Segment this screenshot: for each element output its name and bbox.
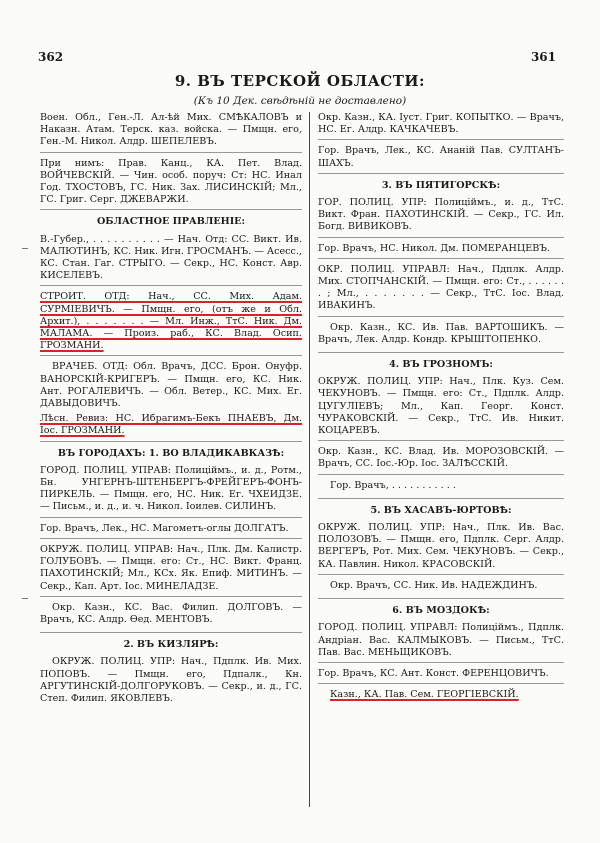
paragraph-underlined: Лѣсн. Ревиз: НС. Ибрагимъ-Бекъ ПНАЕВЪ, Дм. Іос. ГРОЗМАНИ. [40, 413, 302, 441]
subsection-heading: ОБЛАСТНОЕ ПРАВЛЕНІЕ: [96, 216, 246, 228]
paragraph: Окр. Казн., КС. Вас. Филип. ДОЛГОВЪ. — Врачъ, КС. Алдр. Ѳед. МЕНТОВЪ. [40, 601, 302, 625]
subsection-heading: ВЪ ГОРОДАХЪ: 1. ВО ВЛАДИКАВКАЗѢ: [57, 447, 285, 459]
paragraph: ОКР. ПОЛИЦ. УПРАВЛ: Нач., Пдплк. Алдр. Мих. СТОПЧАНСКІЙ. — Пмщн. его: Ст., . . . . . . . ; Мл., . . . . . . . — Секр., ТтС. Іос. Влад. ИВАКИНЪ. [318, 264, 564, 317]
section-title: 9. ВЪ ТЕРСКОЙ ОБЛАСТИ: [174, 72, 426, 90]
paragraph: ОКРУЖ. ПОЛИЦ. УПР: Нач., Пдплк. Ив. Мих. ПОПОВЪ. — Пмщн. его, Пдпалк., Кн. АРГУТИНСКІЙ-ДОЛГОРУКОВЪ. — Секр., и. д., ГС. Степ. Филип. ЯКОВЛЕВЪ. [40, 656, 302, 704]
subsection-heading: 3. ВЪ ПЯТИГОРСКѢ: [381, 179, 501, 191]
paragraph-underlined: СТРОИТ. ОТД: Нач., СС. Мих. Адам. СУРМІЕВИЧЪ. — Пмщн. его, (отъ же и Обл. Архит.), . . . . . . . — Мл. Инж., ТтС. Ник. Дм. МАЛАМА. — Произ. раб., КС. Влад. Осип. ГРОЗМАНИ. [40, 291, 302, 356]
paragraph: Окр. Врачъ, СС. Ник. Ив. НАДЕЖДИНЪ. [330, 579, 538, 591]
column-divider [309, 112, 310, 807]
page-number-left: 362 [38, 50, 64, 64]
margin-mark [22, 598, 28, 599]
paragraph: В.-Губер., . . . . . . . . . . — Нач. Отд: СС. Викт. Ив. МАЛЮТИНЪ, КС. Ник. Игн. ГРОСМАНЪ. — Асесс., КС. Стан. Гаг. СТРЫГО. — Секр., НС. Конст. Авр. КИСЕЛЕВЪ. [40, 234, 302, 287]
paragraph: Окр. Казн., КС. Влад. Ив. МОРОЗОВСКІЙ. — Врачъ, СС. Іос.-Юр. Іос. ЗАЛѢССКІЙ. [318, 446, 564, 474]
page-number-right: 361 [530, 50, 556, 64]
paragraph-underlined: Казн., КА. Пав. Сем. ГЕОРГІЕВСКІЙ. [330, 689, 519, 701]
paragraph: Гор. Врачъ, КС. Ант. Конст. ФЕРЕНЦОВИЧЪ. [318, 668, 564, 684]
subsection-heading: 6. ВЪ МОЗДОКѢ: [318, 598, 564, 617]
paragraph: Гор. Врачъ, . . . . . . . . . . . [330, 479, 456, 491]
paragraph: Окр. Казн., КА. Іуст. Григ. КОПЫТКО. — Врачъ, НС. Ег. Алдр. КАЧКАЧЕВЪ. [318, 112, 564, 140]
paragraph: Гор. Врачъ, Лек., НС. Магометъ-оглы ДОЛГАТЪ. [40, 523, 302, 539]
left-column [40, 112, 302, 708]
margin-mark [22, 248, 28, 249]
paragraph: ВРАЧЕБ. ОТД: Обл. Врачъ, ДСС. Брон. Онуфр. ВАНОРСКІЙ-КРИГЕРЪ. — Пмщн. его, КС. Ник. Ант. РОГАЛЕВИЧЪ. — Обл. Ветер., КС. Мих. Ег. ДАВЫДОВИЧЪ. [40, 361, 302, 410]
subsection-heading: 2. ВЪ КИЗЛЯРѢ: [40, 632, 302, 651]
paragraph: Гор. Врачъ, НС. Никол. Дм. ПОМЕРАНЦЕВЪ. [318, 243, 564, 259]
paragraph: ОКРУЖ. ПОЛИЦ. УПРАВ: Нач., Плк. Дм. Калистр. ГОЛУБОВЪ. — Пмщн. его: Ст., НС. Викт. Франц. ПАХОТИНСКІЙ; Мл., КСх. Як. Епиф. МИТИНЪ. — Секр., Кап. Арт. Іос. МИНЕЛАДЗЕ. [40, 544, 302, 597]
right-column [318, 112, 564, 704]
subsection-heading: 4. ВЪ ГРОЗНОМЪ: [318, 352, 564, 371]
paragraph: Окр. Казн., КС. Ив. Пав. ВАРТОШИКЪ. — Врачъ, Лек. Алдр. Кондр. КРЫШТОПЕНКО. [318, 321, 564, 345]
section-subtitle: (Къ 10 Дек. свѣдѣній не доставлено) [193, 95, 407, 107]
paragraph: ГОРОД. ПОЛИЦ. УПРАВЛ: Полиціймъ., Пдплк. Андріан. Вас. КАЛМЫКОВЪ. — Письм., ТтС. Пав. Вас. МЕНЬЩИКОВЪ. [318, 622, 564, 663]
subsection-heading: 5. ВЪ ХАСАВЪ-ЮРТОВѢ: [318, 498, 564, 517]
paragraph: ОКРУЖ. ПОЛИЦ. УПР: Нач., Плк. Куз. Сем. ЧЕКУНОВЪ. — Пмщн. его: Ст., Пдплк. Алдр. ЦУГУЛІЕВЪ; Мл., Кап. Георг. Конст. ЧУРАКОВСКІЙ. — Секр., ТтС. Ив. Никит. КОЦАРЕВЪ. [318, 376, 564, 441]
paragraph: ГОРОД. ПОЛИЦ. УПРАВ: Полиціймъ., и. д., Ротм., Бн. УНГЕРНЪ-ШТЕНБЕРГЪ-ФРЕЙГЕРЪ-ФОНЪ-ПИРКЕЛЬ. — Пмщн. его, НС. Ник. Ег. ЧХЕИДЗЕ. — Письм., и. д., и. ч. Никол. Іоилев. СИЛИНЪ. [40, 465, 302, 518]
paragraph: Воен. Обл., Ген.-Л. Ал-ѣй Мих. СМѢКАЛОВЪ и Наказн. Атам. Терск. каз. войска. — Пмщн. его, Ген.-М. Никол. Алдр. ШЕПЕЛЕВЪ. [40, 112, 302, 153]
paragraph: ГОР. ПОЛИЦ. УПР: Полиціймъ., и. д., ТтС. Викт. Фран. ПАХОТИНСКІЙ. — Секр., ГС. Ил. Богд. ВИВИКОВЪ. [318, 197, 564, 238]
paragraph: ОКРУЖ. ПОЛИЦ. УПР: Нач., Плк. Ив. Вас. ПОЛОЗОВЪ. — Пмщн. его, Пдплк. Серг. Алдр. ВЕРГЕРЪ, Рот. Мих. Сем. ЧЕКУНОВЪ. — Секр., КА. Павлин. Никол. КРАСОВСКІЙ. [318, 522, 564, 575]
paragraph: Гор. Врачъ, Лек., КС. Ананій Пав. СУЛТАНЪ-ШАХЪ. [318, 145, 564, 173]
paragraph: При нимъ: Прав. Канц., КА. Пет. Влад. ВОЙЧЕВСКІЙ. — Чин. особ. поруч: Ст: НС. Инал Год. ТХОСТОВЪ, ГС. Ник. Зах. ЛИСИНСКІЙ; Мл., ГС. Григ. Серг. ДЖЕВАРЖИ. [40, 158, 302, 211]
